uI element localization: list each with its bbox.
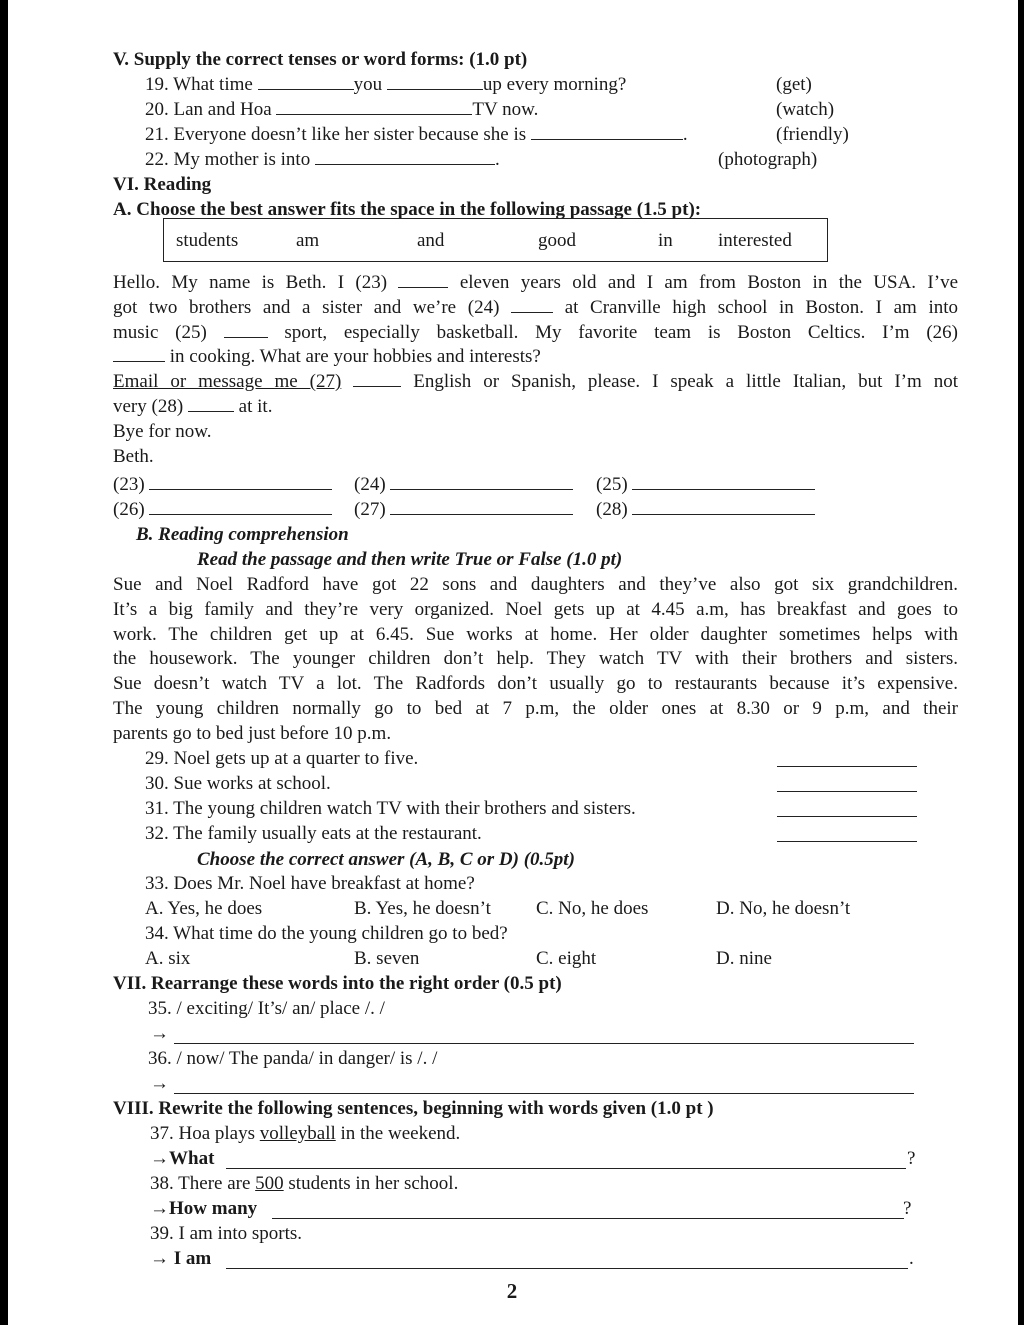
question-39: 39. I am into sports.	[150, 1223, 302, 1244]
word-box-item: and	[417, 230, 445, 251]
q34-option-b[interactable]: B. seven	[354, 948, 420, 969]
q33-option-d[interactable]: D. No, he doesn’t	[716, 898, 851, 919]
answer-26: (26)	[113, 498, 332, 523]
answer-28: (28)	[596, 498, 815, 523]
section6-title: VI. Reading	[113, 174, 212, 195]
question-30: 30. Sue works at school.	[145, 773, 331, 794]
q35-arrow: →	[150, 1023, 169, 1044]
question-35: 35. / exciting/ It’s/ an/ place /. /	[148, 998, 385, 1019]
part-a-title: A. Choose the best answer fits the space in the following passage (1.5 pt):	[113, 199, 702, 220]
q39-prompt: → I am	[150, 1248, 212, 1269]
word-box-item: am	[296, 230, 320, 251]
answer-39-line[interactable]	[226, 1268, 908, 1269]
answer-37-line[interactable]	[226, 1168, 906, 1169]
section8-title: VIII. Rewrite the following sentences, beginning with words given (1.0 pt )	[113, 1098, 714, 1119]
question-34: 34. What time do the young children go to bed?	[145, 923, 508, 944]
q37-prompt: →What	[150, 1148, 215, 1169]
question-36: 36. / now/ The panda/ in danger/ is /. /	[148, 1048, 438, 1069]
q21-hint: (friendly)	[776, 124, 849, 145]
word-box	[163, 218, 828, 262]
q38-prompt: →How many	[150, 1198, 258, 1219]
answer-38-line[interactable]	[272, 1218, 904, 1219]
answer-32-line[interactable]	[777, 841, 917, 842]
q20-hint: (watch)	[776, 99, 835, 120]
answer-23: (23)	[113, 473, 332, 498]
mc-instruction: Choose the correct answer (A, B, C or D) (0.5pt)	[197, 849, 575, 870]
q22-blank[interactable]	[315, 148, 495, 165]
passage-a: Hello. My name is Beth. I (23) eleven years old and I am from Boston in the USA. I’ve got two brothers and a sister and we’re (24) at Cranville high school in Boston. I am into music (25) sport, especially basketball. My favorite team is Boston Celtics. I’m (26) in cooking. What are your hobbies and interests? Email or message me (27) English or Spanish, please. I speak a little Italian, but I’m not very (28) at it. Bye for now. Beth.	[113, 272, 959, 467]
answer-24-line[interactable]	[390, 473, 573, 490]
passage-b: Sue and Noel Radford have got 22 sons and daughters and they’ve also got six grandchildren. It’s a big family and they’re very organized. Noel gets up at 4.45 a.m, has breakfast and goes to work. The children get up at 6.45. Sue works at home. Her older daughter sometimes helps with the housework. The younger children don’t help. They watch TV with their brothers and sisters. Sue doesn’t watch TV a lot. The Radfords don’t usually go to restaurants because it’s expensive. The young children normally go to bed at 7 p.m, the older ones at 8.30 or 9 p.m, and their parents go to bed just before 10 p.m.	[113, 574, 958, 744]
blank-27[interactable]	[353, 370, 401, 387]
question-31: 31. The young children watch TV with their brothers and sisters.	[145, 798, 636, 819]
answer-35-line[interactable]	[174, 1043, 914, 1044]
answer-36-line[interactable]	[174, 1093, 914, 1094]
answer-27-line[interactable]	[390, 498, 573, 515]
q22-hint: (photograph)	[718, 149, 818, 170]
question-38: 38. There are 500 students in her school.	[150, 1173, 459, 1194]
q34-option-d[interactable]: D. nine	[716, 948, 772, 969]
q19-blank-2[interactable]	[387, 73, 483, 90]
answer-24: (24)	[354, 473, 573, 498]
answer-29-line[interactable]	[777, 766, 917, 767]
word-box-item: in	[658, 230, 673, 251]
word-box-item: interested	[718, 230, 792, 251]
question-22: 22. My mother is into .	[145, 149, 500, 170]
question-32: 32. The family usually eats at the restaurant.	[145, 823, 482, 844]
blank-24[interactable]	[511, 296, 553, 313]
question-21: 21. Everyone doesn’t like her sister because she is .	[145, 124, 688, 145]
answer-30-line[interactable]	[777, 791, 917, 792]
answer-31-line[interactable]	[777, 816, 917, 817]
section5-title: V. Supply the correct tenses or word forms: (1.0 pt)	[113, 49, 528, 70]
blank-23[interactable]	[398, 271, 448, 288]
question-33: 33. Does Mr. Noel have breakfast at home?	[145, 873, 475, 894]
q36-arrow: →	[150, 1073, 169, 1094]
page-number: 2	[506, 1279, 518, 1303]
part-b-title: B. Reading comprehension	[136, 524, 349, 545]
q33-option-a[interactable]: A. Yes, he does	[145, 898, 263, 919]
question-19: 19. What time you up every morning?	[145, 74, 627, 95]
answer-25: (25)	[596, 473, 815, 498]
answer-23-line[interactable]	[149, 473, 332, 490]
question-20: 20. Lan and Hoa TV now.	[145, 99, 539, 120]
word-box-item: students	[176, 230, 239, 251]
blank-28[interactable]	[188, 395, 234, 412]
q34-option-a[interactable]: A. six	[145, 948, 191, 969]
q38-end: ?	[903, 1198, 912, 1219]
q19-hint: (get)	[776, 74, 812, 95]
q37-end: ?	[907, 1148, 916, 1169]
q39-end: .	[909, 1248, 914, 1269]
q19-blank-1[interactable]	[258, 73, 354, 90]
q34-option-c[interactable]: C. eight	[536, 948, 597, 969]
blank-25[interactable]	[224, 321, 268, 338]
word-box-item: good	[538, 230, 576, 251]
question-37: 37. Hoa plays volleyball in the weekend.	[150, 1123, 461, 1144]
tf-instruction: Read the passage and then write True or False (1.0 pt)	[197, 549, 623, 570]
answer-26-line[interactable]	[149, 498, 332, 515]
q33-option-c[interactable]: C. No, he does	[536, 898, 649, 919]
answer-28-line[interactable]	[632, 498, 815, 515]
blank-26[interactable]	[113, 345, 165, 362]
answer-27: (27)	[354, 498, 573, 523]
q21-blank[interactable]	[531, 123, 683, 140]
q20-blank[interactable]	[276, 98, 472, 115]
q33-option-b[interactable]: B. Yes, he doesn’t	[354, 898, 491, 919]
question-29: 29. Noel gets up at a quarter to five.	[145, 748, 419, 769]
answer-25-line[interactable]	[632, 473, 815, 490]
section7-title: VII. Rearrange these words into the right order (0.5 pt)	[113, 973, 562, 994]
